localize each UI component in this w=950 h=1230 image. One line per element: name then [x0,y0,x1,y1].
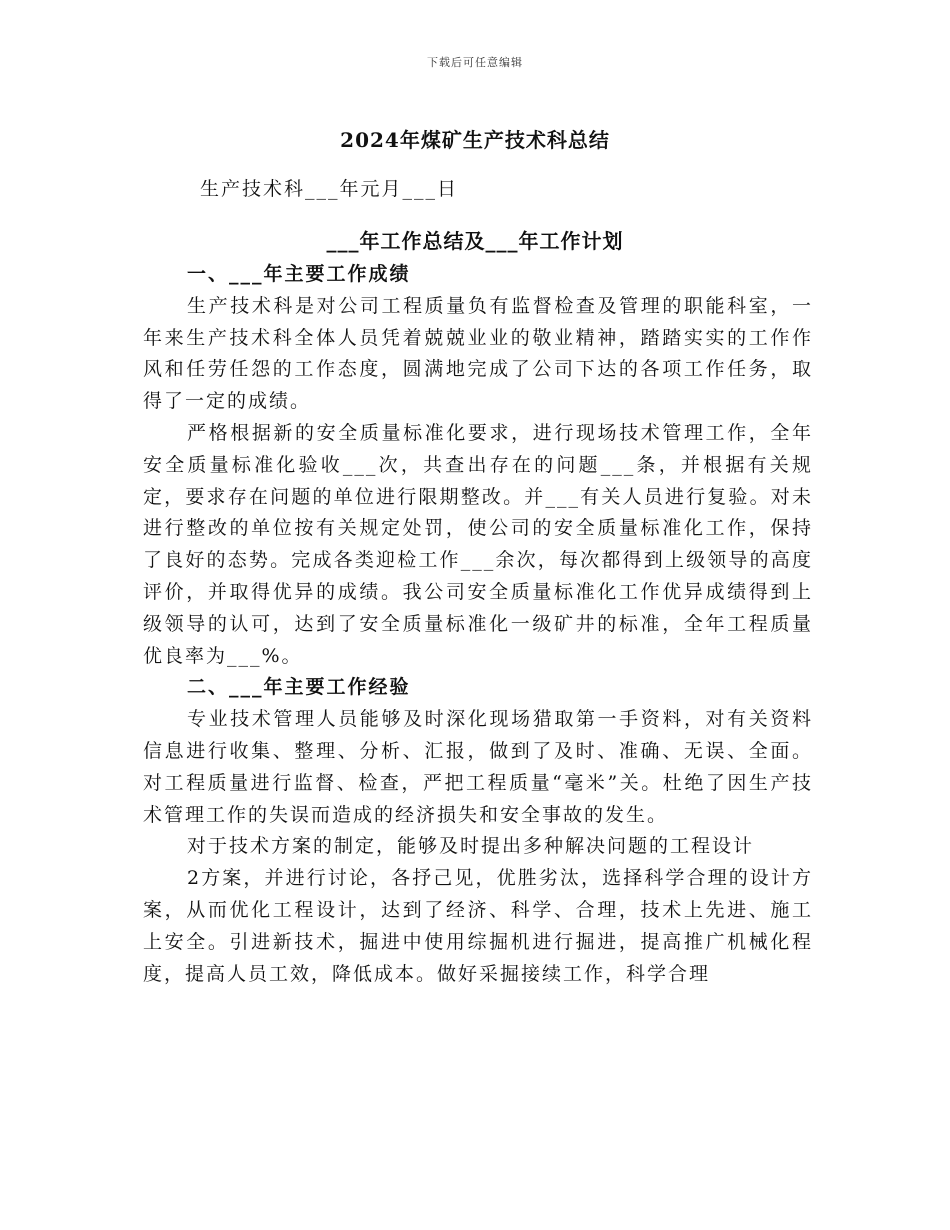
paragraph: 专业技术管理人员能够及时深化现场猎取第一手资料，对有关资料信息进行收集、整理、分析、汇报，做到了及时、准确、无误、全面。对工程质量进行监督、检查，严把工程质量“毫米”关。杜绝了因生产技术管理工作的失误而造成的经济损失和安全事故的发生。 [143,708,813,826]
document-body [143,259,813,990]
paragraph: 生产技术科是对公司工程质量负有监督检查及管理的职能科室，一年来生产技术科全体人员凭着兢兢业业的敬业精神，踏踏实实的工作作风和任劳任怨的工作态度，圆满地完成了公司下达的各项工作任务，取得了一定的成绩。 [143,294,813,413]
section-heading-experience: 二、___年主要工作经验 [187,676,411,699]
section-heading-achievements: 一、___年主要工作成绩 [187,263,411,285]
paragraph: 对于技术方案的制定，能够及时提出多种解决问题的工程设计 [187,835,755,858]
header-note: 下载后可任意编辑 [427,56,523,69]
document-title: 2024年煤矿生产技术科总结 [340,128,610,152]
paragraph: 严格根据新的安全质量标准化要求，进行现场技术管理工作，全年安全质量标准化验收___次，共查出存在的问题___条，并根据有关规定，要求存在问题的单位进行限期整改。并___有关人员进行复验。对未进行整改的单位按有关规定处罚，使公司的安全质量标准化工作，保持了良好的态势。完成各类迎检工作___余次，每次都得到上级领导的高度评价，并取得优异的成绩。我公司安全质量标准化工作优异成绩得到上级领导的认可，达到了安全质量标准化一级矿井的标准，全年工程质量优良率为___%。 [143,421,813,667]
paragraph: 2方案，并进行讨论，各抒己见，优胜劣汰，选择科学合理的设计方案，从而优化工程设计，达到了经济、科学、合理，技术上先进、施工上安全。引进新技术，掘进中使用综掘机进行掘进，提高推广机械化程度，提高人员工效，降低成本。做好采掘接续工作，科学合理 [143,867,813,985]
dateline: 生产技术科___年元月___日 [200,178,459,200]
document-subtitle: ___年工作总结及___年工作计划 [326,229,624,253]
